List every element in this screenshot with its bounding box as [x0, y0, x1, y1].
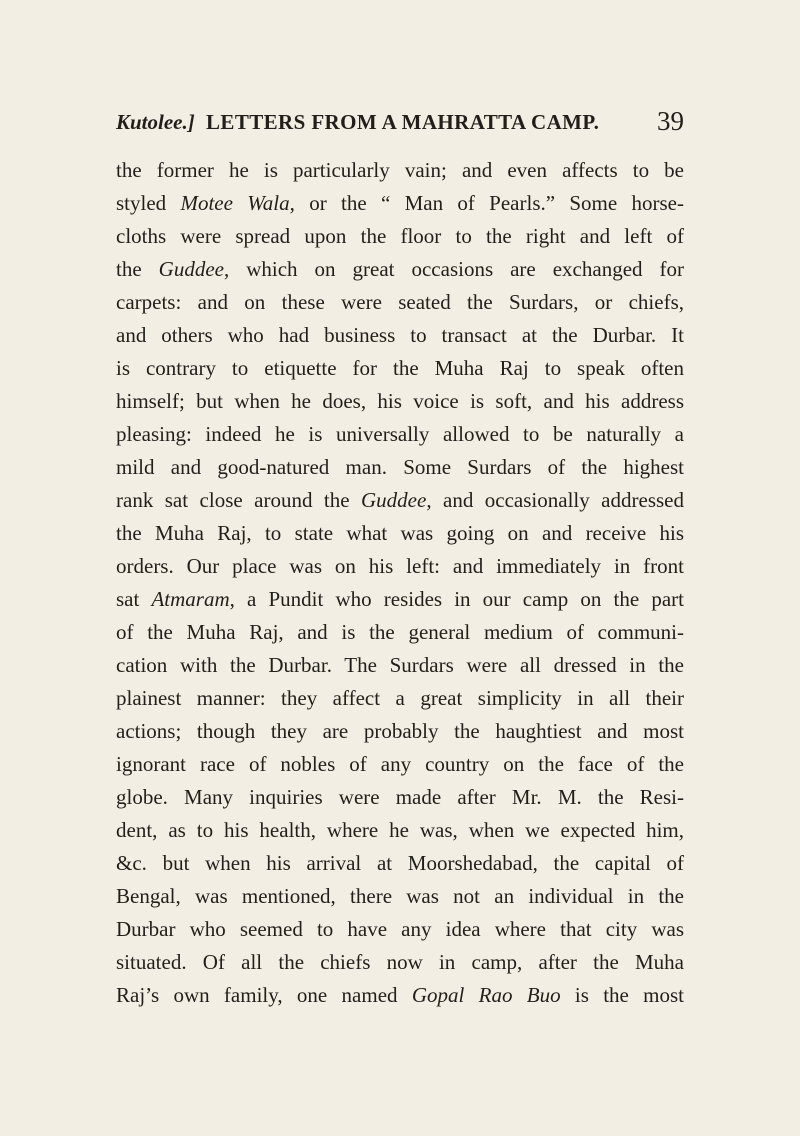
text-line: himself; but when he does, his voice is soft, and his address — [116, 389, 684, 413]
text-line: styled Motee Wala, or the “ Man of Pearls.” Some horse- — [116, 191, 684, 215]
text-line: carpets: and on these were seated the Surdars, or chiefs, — [116, 290, 684, 314]
text-line: cloths were spread upon the floor to the right and left of — [116, 224, 684, 248]
body-text — [116, 154, 684, 1012]
text-line: ignorant race of nobles of any country on the face of the — [116, 752, 684, 776]
text-line: dent, as to his health, where he was, when we expected him, — [116, 818, 684, 842]
text-line: situated. Of all the chiefs now in camp, after the Muha — [116, 950, 684, 974]
text-line: the Guddee, which on great occasions are exchanged for — [116, 257, 684, 281]
text-line: and others who had business to transact at the Durbar. It — [116, 323, 684, 347]
text-line: &c. but when his arrival at Moorshedabad, the capital of — [116, 851, 684, 875]
text-line: globe. Many inquiries were made after Mr. M. the Resi- — [116, 785, 684, 809]
text-line: Raj’s own family, one named Gopal Rao Buo is the most — [116, 983, 684, 1007]
text-line: rank sat close around the Guddee, and occasionally addressed — [116, 488, 684, 512]
section-marker: Kutolee.] — [116, 110, 195, 134]
text-line: orders. Our place was on his left: and immediately in front — [116, 554, 684, 578]
text-line: Durbar who seemed to have any idea where that city was — [116, 917, 684, 941]
running-title: LETTERS FROM A MAHRATTA CAMP. — [206, 110, 600, 134]
text-line: of the Muha Raj, and is the general medium of communi- — [116, 620, 684, 644]
text-line: is contrary to etiquette for the Muha Raj to speak often — [116, 356, 684, 380]
text-line: actions; though they are probably the haughtiest and most — [116, 719, 684, 743]
text-line: plainest manner: they affect a great simplicity in all their — [116, 686, 684, 710]
text-line: sat Atmaram, a Pundit who resides in our camp on the part — [116, 587, 684, 611]
page-number: 39 — [657, 106, 684, 136]
text-line: cation with the Durbar. The Surdars were all dressed in the — [116, 653, 684, 677]
text-line: mild and good-natured man. Some Surdars of the highest — [116, 455, 684, 479]
text-line: the former he is particularly vain; and even affects to be — [116, 158, 684, 182]
text-line: the Muha Raj, to state what was going on and receive his — [116, 521, 684, 545]
running-head — [116, 108, 684, 142]
text-line: pleasing: indeed he is universally allowed to be naturally a — [116, 422, 684, 446]
text-line: Bengal, was mentioned, there was not an individual in the — [116, 884, 684, 908]
